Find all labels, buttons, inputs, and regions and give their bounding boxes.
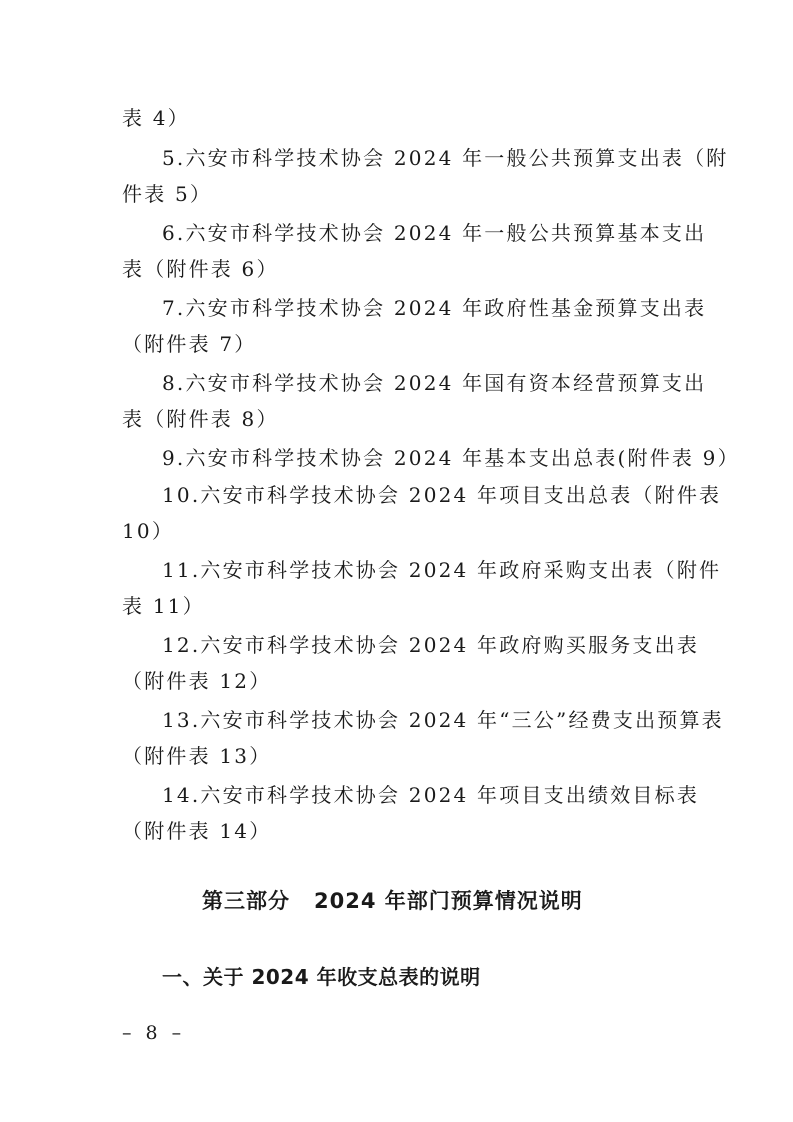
list-line: 表 4） xyxy=(122,106,190,130)
list-line: 13.六安市科学技术协会 2024 年“三公”经费支出预算表 xyxy=(162,708,724,732)
list-line: 10.六安市科学技术协会 2024 年项目支出总表（附件表 xyxy=(162,483,722,507)
list-line: 表（附件表 6） xyxy=(122,257,279,281)
page-number: – 8 – xyxy=(122,1022,186,1044)
part-heading-label: 第三部分 xyxy=(202,889,290,913)
list-line: 10） xyxy=(122,519,175,543)
part-heading-title: 2024 年部门预算情况说明 xyxy=(314,889,583,913)
list-line: 9.六安市科学技术协会 2024 年基本支出总表(附件表 9） xyxy=(162,446,740,470)
list-line: 11.六安市科学技术协会 2024 年政府采购支出表（附件 xyxy=(162,558,722,582)
list-line: 7.六安市科学技术协会 2024 年政府性基金预算支出表 xyxy=(162,296,707,320)
list-line: 8.六安市科学技术协会 2024 年国有资本经营预算支出 xyxy=(162,371,707,395)
list-line: 表（附件表 8） xyxy=(122,407,279,431)
list-line: （附件表 14） xyxy=(122,819,272,843)
list-line: 表 11） xyxy=(122,594,205,618)
list-line: （附件表 7） xyxy=(122,332,257,356)
list-line: 12.六安市科学技术协会 2024 年政府购买服务支出表 xyxy=(162,633,700,657)
list-line: 5.六安市科学技术协会 2024 年一般公共预算支出表（附 xyxy=(162,146,729,170)
part-heading xyxy=(202,886,583,916)
section-heading: 一、关于 2024 年收支总表的说明 xyxy=(162,965,481,989)
list-line: （附件表 13） xyxy=(122,744,272,768)
list-line: （附件表 12） xyxy=(122,669,272,693)
list-line: 件表 5） xyxy=(122,182,213,206)
list-line: 14.六安市科学技术协会 2024 年项目支出绩效目标表 xyxy=(162,783,700,807)
list-line: 6.六安市科学技术协会 2024 年一般公共预算基本支出 xyxy=(162,221,707,245)
